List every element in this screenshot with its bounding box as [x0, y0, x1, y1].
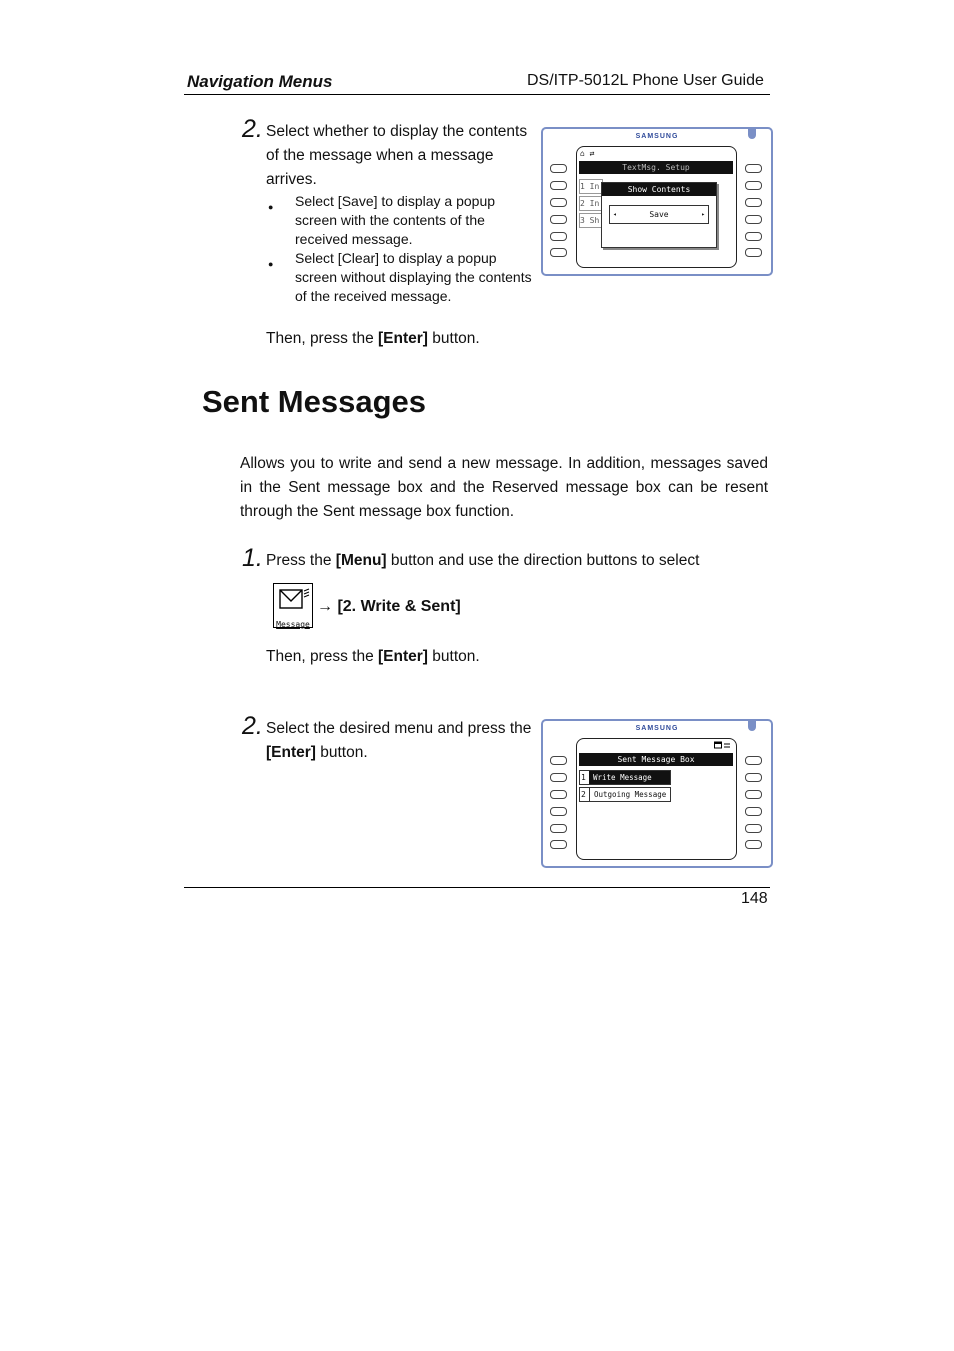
soft-key-right[interactable]	[745, 790, 762, 799]
arrow-right-icon: →	[317, 598, 333, 615]
bullet-line: Select [Save] to display a popup	[295, 193, 496, 209]
lcd-screen	[576, 146, 737, 268]
bullet-line: Select [Clear] to display a popup	[295, 250, 497, 266]
soft-key-left[interactable]	[550, 807, 567, 816]
section-header: Navigation Menus	[187, 72, 333, 91]
step-text	[266, 120, 541, 192]
then-instruction: Then, press the [Enter] button.	[266, 648, 480, 665]
step-text-line: Select whether to display the contents	[266, 123, 528, 140]
screen-title: Sent Message Box	[579, 753, 733, 766]
step-text: Select the desired menu and press the [Enter] button.	[266, 720, 532, 761]
menu-row[interactable]: 1 In	[579, 179, 603, 194]
bullet-icon: ●	[268, 259, 274, 269]
bullet-item	[268, 249, 540, 306]
step-number: 2.	[242, 115, 263, 143]
bullet-line: screen without displaying the contents	[295, 269, 532, 285]
soft-key-right[interactable]	[745, 215, 762, 224]
phone-display-sent-box	[541, 719, 773, 868]
soft-key-right[interactable]	[745, 840, 762, 849]
soft-key-left[interactable]	[550, 164, 567, 173]
icon-label: Message	[276, 620, 310, 629]
soft-key-right[interactable]	[745, 248, 762, 257]
soft-key-right[interactable]	[745, 756, 762, 765]
soft-key-left[interactable]	[550, 840, 567, 849]
menu-row[interactable]: 2 In	[579, 196, 603, 211]
menu-item-write[interactable]	[579, 770, 671, 785]
bullet-line: of the received message.	[295, 288, 452, 304]
section-intro: Allows you to write and send a new message. In addition, messages saved in the Sent message box and the Reserved message box can be resent through the Sent message box function.	[240, 455, 768, 520]
bullet-line: received message.	[295, 231, 413, 247]
soft-key-right[interactable]	[745, 164, 762, 173]
status-icons: ⌂ ⇄	[580, 149, 595, 158]
menu-item-number: 2	[581, 790, 586, 799]
soft-key-left[interactable]	[550, 198, 567, 207]
step-number: 2.	[242, 712, 263, 740]
soft-key-left[interactable]	[550, 248, 567, 257]
soft-key-right[interactable]	[745, 181, 762, 190]
bullet-item	[268, 192, 540, 249]
bullet-icon: ●	[268, 202, 274, 212]
brand-logo: SAMSUNG	[635, 133, 679, 140]
soft-key-left[interactable]	[550, 215, 567, 224]
bullet-line: screen with the contents of the	[295, 212, 485, 228]
menu-item-outgoing[interactable]	[579, 787, 671, 802]
menu-item-label: Outgoing Message	[589, 788, 670, 801]
soft-key-left[interactable]	[550, 181, 567, 190]
footer-divider	[184, 887, 770, 888]
step-text-line: of the message when a message	[266, 147, 494, 164]
popup-selector[interactable]	[609, 205, 709, 224]
step-text: Press the [Menu] button and use the direction buttons to select	[266, 552, 700, 569]
soft-key-left[interactable]	[550, 824, 567, 833]
soft-key-right[interactable]	[745, 232, 762, 241]
popup-title: Show Contents	[602, 183, 716, 196]
soft-key-right[interactable]	[745, 807, 762, 816]
menu-item-number: 1	[581, 773, 586, 782]
brand-logo: SAMSUNG	[635, 725, 679, 732]
page-number: 148	[741, 890, 768, 907]
step-number: 1.	[242, 544, 263, 572]
right-arrow-icon[interactable]: ▸	[701, 211, 705, 218]
lcd-screen	[576, 738, 737, 860]
menu-path: → [2. Write & Sent]	[317, 598, 461, 615]
left-arrow-icon[interactable]: ◂	[613, 211, 617, 218]
screen-title: TextMsg. Setup	[579, 161, 733, 174]
popup-dialog	[601, 182, 717, 248]
then-instruction: Then, press the [Enter] button.	[266, 330, 480, 347]
soft-key-left[interactable]	[550, 756, 567, 765]
menu-item-label: Write Message	[589, 771, 670, 784]
envelope-icon	[274, 584, 312, 617]
soft-key-left[interactable]	[550, 232, 567, 241]
step-text-line: arrives.	[266, 171, 317, 188]
soft-key-right[interactable]	[745, 824, 762, 833]
phone-display-setup	[541, 127, 773, 276]
menu-row[interactable]: 3 Sh	[579, 213, 603, 228]
soft-key-left[interactable]	[550, 790, 567, 799]
page-title: Sent Messages	[202, 384, 426, 419]
status-icons	[714, 741, 732, 750]
popup-value: Save	[649, 210, 669, 219]
guide-title: DS/ITP-5012L Phone User Guide	[527, 72, 764, 89]
soft-key-left[interactable]	[550, 773, 567, 782]
soft-key-right[interactable]	[745, 198, 762, 207]
header-divider	[184, 94, 770, 95]
soft-key-right[interactable]	[745, 773, 762, 782]
message-menu-icon	[273, 583, 313, 628]
